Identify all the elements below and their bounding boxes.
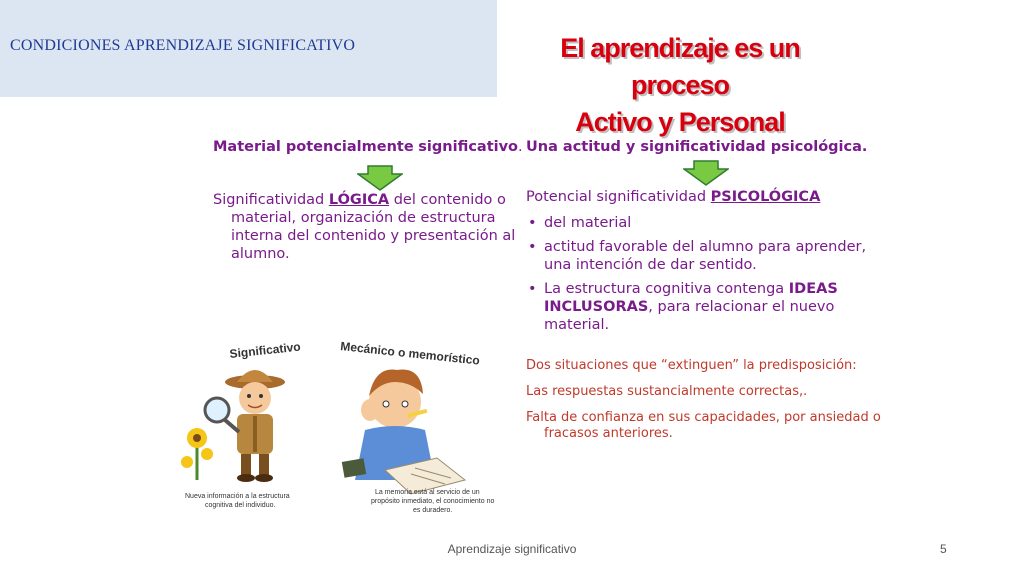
left-paragraph-start: Significatividad xyxy=(213,192,329,208)
caption-left-text: Nueva información a la estructura xyxy=(185,493,290,500)
header-panel xyxy=(0,0,497,97)
slide-header-title: CONDICIONES APRENDIZAJE SIGNIFICATIVO xyxy=(10,37,356,54)
label-significativo: Significativo xyxy=(228,339,302,361)
left-paragraph xyxy=(213,191,523,263)
list-item: • del material xyxy=(526,214,896,232)
left-column xyxy=(213,138,523,263)
list-item: • La estructura cognitiva contenga IDEAS INCLUSORAS, para relacionar el nuevo material. xyxy=(526,280,896,334)
psicologica-emphasis: PSICOLÓGICA xyxy=(710,189,821,205)
conditions-list xyxy=(526,214,896,334)
potencial-start: Potencial significatividad xyxy=(526,189,711,205)
red-note-1: Dos situaciones que “extinguen” la predisposición: xyxy=(526,358,857,373)
red-note-2: Las respuestas sustancialmente correctas,. xyxy=(526,384,808,399)
explorer-child-illustration xyxy=(181,340,301,509)
logica-emphasis: LÓGICA xyxy=(328,192,390,208)
left-heading-line-1: Material potencialmente xyxy=(213,139,414,155)
page-number: 5 xyxy=(940,542,947,556)
memorizing-child-illustration xyxy=(340,339,497,514)
caption-mecanico: La memoria está al servicio de un propósito inmediato, el conocimiento no es duradero. xyxy=(371,489,495,514)
label-mecanico: Mecánico o memorístico xyxy=(339,339,481,368)
main-title xyxy=(520,30,840,141)
left-heading xyxy=(213,138,523,156)
right-column xyxy=(526,138,896,442)
main-title-line-2: Activo y Personal xyxy=(575,107,785,137)
footer-title: Aprendizaje significativo xyxy=(447,542,577,556)
caption-significativo: Nueva información a la estructura cognitiva del individuo. xyxy=(185,493,290,509)
list-item: • actitud favorable del alumno para aprender, una intención de dar sentido. xyxy=(526,238,896,274)
left-paragraph-rest: del contenido o material, organización de estructura interna del contenido y presentación al alumno. xyxy=(231,192,516,262)
learning-illustration xyxy=(175,330,515,520)
left-down-arrow-icon xyxy=(357,165,403,191)
main-title-line-1: El aprendizaje es un proceso xyxy=(560,33,800,100)
red-note-3: Falta de confianza en sus capacidades, por ansiedad o fracasos anteriores. xyxy=(526,410,881,441)
potencial-line xyxy=(526,188,896,206)
left-heading-line-2: significativo xyxy=(418,139,519,155)
left-heading-period: . xyxy=(518,139,523,155)
right-heading: Una actitud y significatividad psicológica. xyxy=(526,139,868,155)
